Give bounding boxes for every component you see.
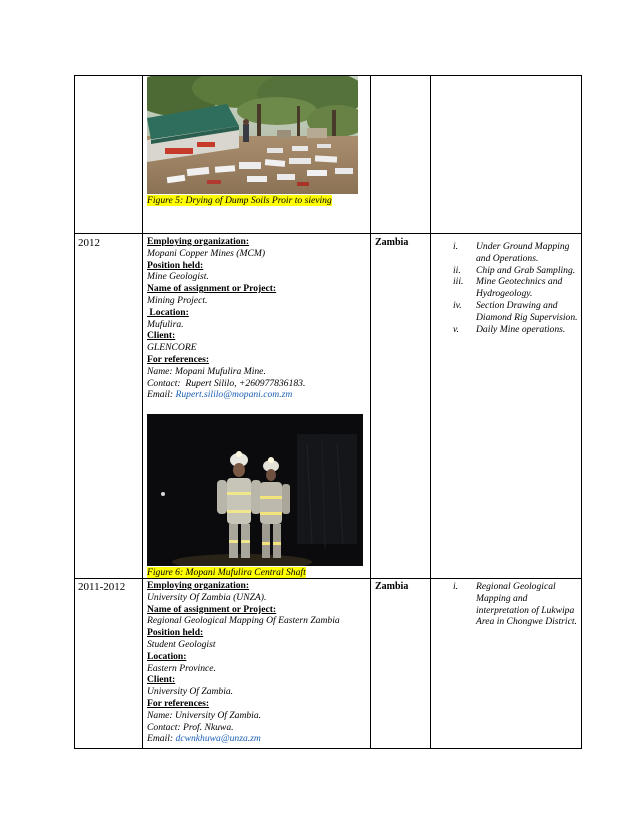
row-2012-year: 2012 xyxy=(78,237,100,249)
table-border-bottom xyxy=(74,748,582,749)
duty-item xyxy=(430,300,580,324)
column-divider xyxy=(430,75,431,749)
row-2011-2012-details xyxy=(147,580,369,745)
row-divider xyxy=(74,578,582,579)
table-border-left xyxy=(74,75,75,749)
email-link[interactable]: dcwnkhuwa@unza.zm xyxy=(175,733,261,745)
position-label: Position held: xyxy=(147,627,204,639)
duty-number: i. xyxy=(453,581,459,592)
duty-number: iii. xyxy=(453,276,464,288)
duty-item xyxy=(430,276,580,300)
figure-6-caption-text: Figure 6: Mopani Mufulira Central Shaft xyxy=(147,567,306,578)
reference-email xyxy=(147,733,369,745)
row-2012-details xyxy=(147,236,367,401)
duty-text: Mine Geotechnics and Hydrogeology. xyxy=(476,276,563,300)
figure-6-caption xyxy=(147,567,367,578)
figure-5-caption xyxy=(147,195,367,206)
column-divider xyxy=(142,75,143,749)
position-label: Position held: xyxy=(147,259,204,271)
employing-label: Employing organization: xyxy=(147,580,250,591)
duty-text: Daily Mine operations. xyxy=(476,323,566,335)
client-label: Client: xyxy=(147,674,176,686)
row-divider xyxy=(74,233,582,234)
duty-number: i. xyxy=(453,241,459,252)
client-value: GLENCORE xyxy=(147,342,197,354)
email-prefix: Email: xyxy=(147,733,176,745)
row-2012-duties xyxy=(430,241,580,335)
duty-text: Under Ground Mapping and Operations. xyxy=(476,241,570,264)
row-2012-country: Zambia xyxy=(375,237,409,248)
position-value: Mine Geologist. xyxy=(147,271,209,283)
reference-name: Name: Mopani Mufulira Mine. xyxy=(147,365,266,377)
reference-email xyxy=(147,389,367,401)
reference-name: Name: University Of Zambia. xyxy=(147,709,262,721)
employing-value: Mopani Copper Mines (MCM) xyxy=(147,247,266,259)
row-2011-2012-year: 2011-2012 xyxy=(78,581,126,593)
underground-miners-photo xyxy=(147,414,363,566)
duty-item xyxy=(430,324,580,336)
column-divider xyxy=(370,75,371,749)
assignment-value: Mining Project. xyxy=(147,294,208,306)
figure-5-photo xyxy=(147,76,358,194)
row-2011-2012-country: Zambia xyxy=(375,581,409,592)
figure-6-photo xyxy=(147,414,363,566)
employing-value: University Of Zambia (UNZA). xyxy=(147,591,267,603)
location-label: Location: xyxy=(147,306,189,318)
duty-item xyxy=(430,265,580,277)
email-link[interactable]: Rupert.sililo@mopani.com.zm xyxy=(175,389,293,401)
location-label: Location: xyxy=(147,650,187,662)
references-label: For references: xyxy=(147,697,210,709)
duty-item xyxy=(430,241,580,265)
position-value: Student Geologist xyxy=(147,638,216,650)
duty-text: Chip and Grab Sampling. xyxy=(476,264,576,276)
reference-contact: Contact: Rupert Sililo, +260977836183. xyxy=(147,377,306,389)
duty-item xyxy=(430,581,580,628)
duty-number: ii. xyxy=(453,264,461,276)
reference-contact: Contact: Prof. Nkuwa. xyxy=(147,721,234,733)
table-border-right xyxy=(581,75,582,749)
figure-5-caption-text: Figure 5: Drying of Dump Soils Proir to sieving xyxy=(147,195,332,206)
row-2011-2012-duties xyxy=(430,581,580,628)
client-value: University Of Zambia. xyxy=(147,686,234,698)
employing-label: Employing organization: xyxy=(147,236,250,247)
assignment-value: Regional Geological Mapping Of Eastern Zambia xyxy=(147,615,340,627)
references-label: For references: xyxy=(147,353,210,365)
assignment-label: Name of assignment or Project: xyxy=(147,603,277,615)
assignment-label: Name of assignment or Project: xyxy=(147,283,277,295)
client-label: Client: xyxy=(147,330,176,342)
location-value: Mufulira. xyxy=(147,318,184,330)
location-value: Eastern Province. xyxy=(147,662,216,674)
duty-text: Regional Geological Mapping and interpretation of Lukwipa Area in Chongwe District. xyxy=(476,581,577,628)
duty-number: iv. xyxy=(453,299,462,311)
duty-text: Section Drawing and Diamond Rig Supervision. xyxy=(476,299,578,323)
soil-drying-photo xyxy=(147,76,358,194)
email-prefix: Email: xyxy=(147,389,176,401)
duty-number: v. xyxy=(453,323,459,335)
